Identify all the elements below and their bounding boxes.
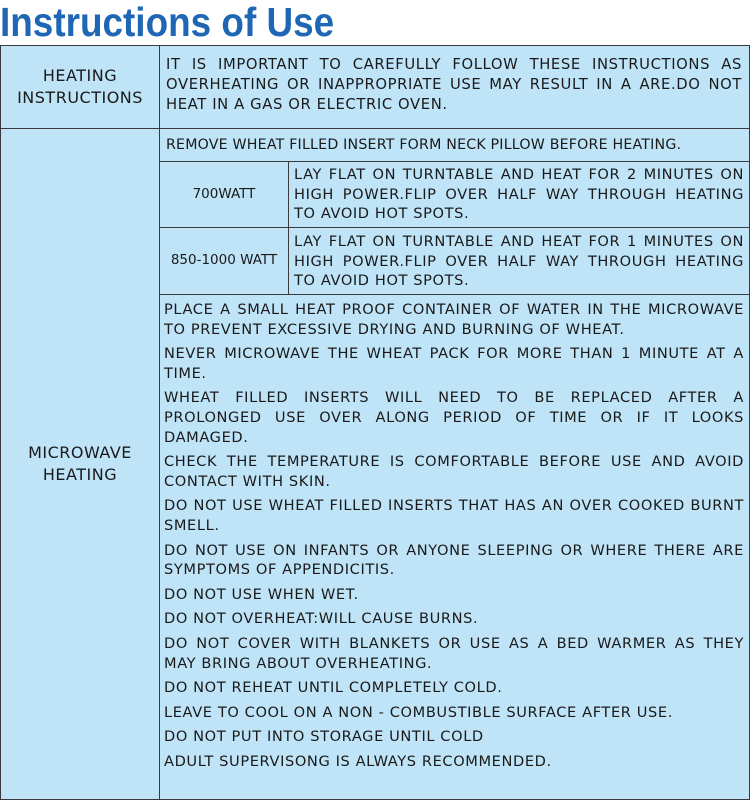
watt-1000-label: 850-1000 WATT (170, 252, 278, 269)
note-13: ADULT SUPERVISONG IS ALWAYS RECOMMENDED. (164, 752, 552, 770)
notes-list (164, 300, 744, 796)
note-5: DO NOT USE WHEAT FILLED INSERTS THAT HAS AN OVER COOKED BURNT SMELL. (164, 497, 744, 534)
microwave-label-line2: HEATING (42, 465, 118, 484)
remove-note: REMOVE WHEAT FILLED INSERT FORM NECK PILLOW BEFORE HEATING. (166, 137, 682, 153)
heating-label-line1: HEATING (42, 66, 118, 85)
microwave-label (0, 128, 160, 800)
note-4: CHECK THE TEMPERATURE IS COMFORTABLE BEFORE USE AND AVOID CONTACT WITH SKIN. (164, 453, 744, 490)
note-11: LEAVE TO COOL ON A NON - COMBUSTIBLE SURFACE AFTER USE. (164, 703, 673, 721)
note-7: DO NOT USE WHEN WET. (164, 585, 359, 603)
page-title: Instructions of Use (0, 0, 335, 45)
note-9: DO NOT COVER WITH BLANKETS OR USE AS A BED WARMER AS THEY MAY BRING ABOUT OVERHEATING. (164, 634, 744, 672)
note-12: DO NOT PUT INTO STORAGE UNTIL COLD (164, 728, 484, 746)
note-1: PLACE A SMALL HEAT PROOF CONTAINER OF WATER IN THE MICROWAVE TO PREVENT EXCESSIVE DRYING AND BURNING OF WHEAT. (164, 301, 744, 338)
note-8: DO NOT OVERHEAT:WILL CAUSE BURNS. (164, 610, 479, 628)
note-6: DO NOT USE ON INFANTS OR ANYONE SLEEPING OR WHERE THERE ARE SYMPTOMS OF APPENDICITIS. (164, 541, 744, 579)
note-2: NEVER MICROWAVE THE WHEAT PACK FOR MORE THAN 1 MINUTE AT A TIME. (164, 345, 744, 382)
note-10: DO NOT REHEAT UNTIL COMPLETELY COLD. (164, 679, 503, 697)
watt-700-text: LAY FLAT ON TURNTABLE AND HEAT FOR 2 MINUTES ON HIGH POWER.FLIP OVER HALF WAY THROUGH HEATING TO AVOID HOT SPOTS. (294, 166, 744, 222)
note-3: WHEAT FILLED INSERTS WILL NEED TO BE REPLACED AFTER A PROLONGED USE OVER ALONG PERIOD OF TIME OR IF IT LOOKS DAMAGED. (164, 389, 744, 446)
microwave-label-line1: MICROWAVE (28, 443, 132, 462)
heating-label-line2: INSTRUCTIONS (17, 88, 143, 107)
heating-text: IT IS IMPORTANT TO CAREFULLY FOLLOW THESE INSTRUCTIONS AS OVERHEATING OR INAPPROPRIATE USE MAY RESULT IN A ARE.DO NOT HEAT IN A GAS OR ELECTRIC OVEN. (166, 56, 742, 113)
watt-700-label: 700WATT (192, 185, 256, 202)
watt-1000-text: LAY FLAT ON TURNTABLE AND HEAT FOR 1 MINUTES ON HIGH POWER.FLIP OVER HALF WAY THROUGH HEATING TO AVOID HOT SPOTS. (294, 233, 744, 289)
heating-label (0, 45, 160, 129)
